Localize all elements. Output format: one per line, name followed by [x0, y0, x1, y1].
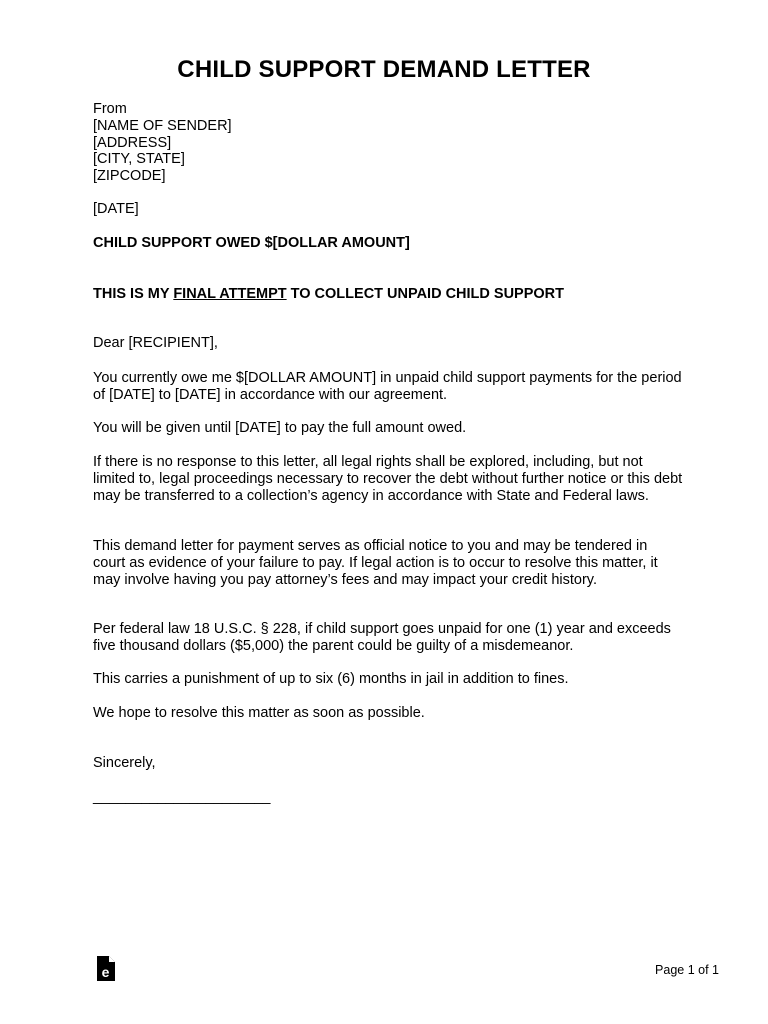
sender-zipcode: [ZIPCODE] [93, 168, 166, 185]
paragraph-2: You will be given until [DATE] to pay the full amount owed. [93, 420, 467, 436]
from-label: From [93, 101, 127, 117]
paragraph-6: This carries a punishment of up to six (6) months in jail in addition to fines. [93, 671, 569, 687]
paragraph-4: This demand letter for payment serves as official notice to you and may be tendered in court as evidence of your failure to pay. If legal action is to occur to resolve this matter, it may involve having you pay attorney’s fees and may impact your credit history. [93, 538, 658, 588]
eforms-document-icon [96, 956, 116, 982]
signature-line: ______________________ [93, 789, 271, 805]
svg-text:e: e [101, 964, 110, 980]
sender-address: [ADDRESS] [93, 134, 172, 151]
sender-city-state: [CITY, STATE] [93, 151, 185, 168]
salutation: Dear [RECIPIENT], [93, 335, 218, 351]
sender-block [93, 101, 683, 185]
paragraph-3: If there is no response to this letter, all legal rights shall be explored, including, but not limited to, legal proceedings necessary to recover the debt without further notice or this debt may be transferred to a collection’s agency in accordance with State and Federal laws. [93, 454, 683, 504]
notice-prefix: THIS IS MY [93, 286, 174, 302]
final-notice-line [93, 286, 683, 303]
notice-suffix: TO COLLECT UNPAID CHILD SUPPORT [286, 286, 565, 302]
sender-name: [NAME OF SENDER] [93, 117, 232, 134]
paragraph-5: Per federal law 18 U.S.C. § 228, if child support goes unpaid for one (1) year and exceeds five thousand dollars ($5,000) the parent could be guilty of a misdemeanor. [93, 621, 671, 654]
closing: Sincerely, [93, 755, 156, 771]
letter-date: [DATE] [93, 201, 139, 217]
paragraph-1: You currently owe me $[DOLLAR AMOUNT] in unpaid child support payments for the period of [DATE] to [DATE] in accordance with our agreement. [93, 370, 682, 403]
page-number: Page 1 of 1 [655, 963, 719, 977]
document-title: CHILD SUPPORT DEMAND LETTER [177, 56, 591, 83]
paragraph-7: We hope to resolve this matter as soon as possible. [93, 705, 425, 721]
notice-emphasis: FINAL ATTEMPT [173, 286, 287, 302]
subject-line: CHILD SUPPORT OWED $[DOLLAR AMOUNT] [93, 235, 410, 251]
